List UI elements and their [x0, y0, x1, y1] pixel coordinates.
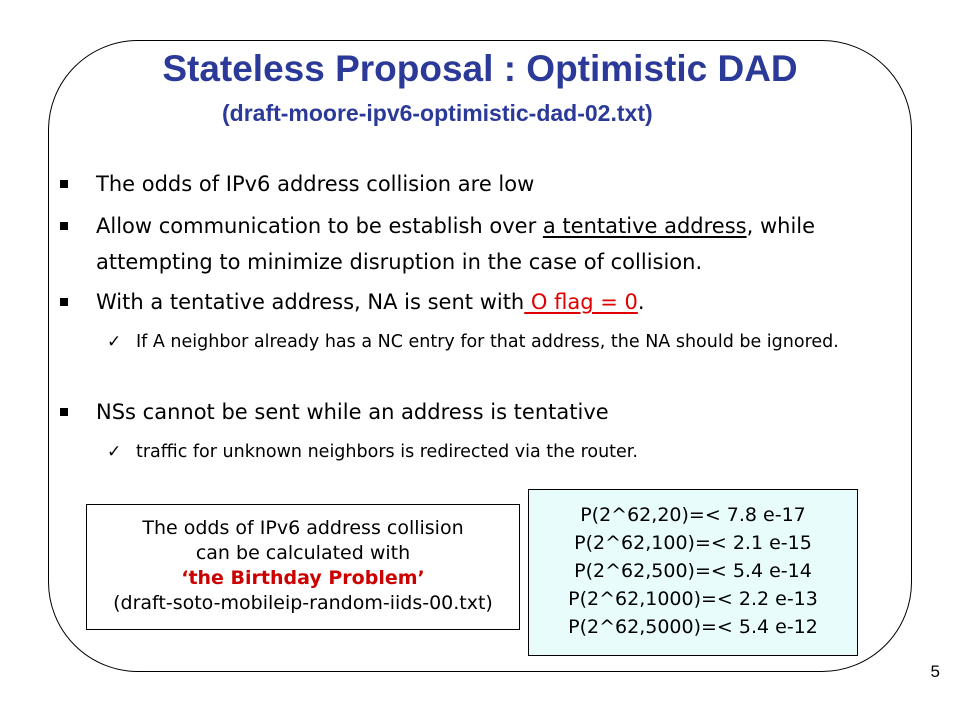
bullet-text-part: .	[637, 290, 645, 314]
sub-bullet-text: If A neighbor already has a NC entry for that address, the NA should be ignored.	[136, 332, 839, 352]
birthday-problem-label: ‘the Birthday Problem’	[181, 567, 425, 589]
slide-subtitle: (draft-moore-ipv6-optimistic-dad-02.txt)	[222, 100, 653, 126]
bullet-text: NSs cannot be sent while an address is tentative	[96, 400, 609, 424]
bullet-text-part: With a tentative address, NA is sent with	[96, 290, 525, 314]
note-line: The odds of IPv6 address collision	[142, 517, 464, 539]
slide-title: Stateless Proposal : Optimistic DAD	[162, 48, 798, 89]
tentative-address-underlined: a tentative address	[542, 214, 747, 238]
probability-line: P(2^62,500)=< 5.4 e-14	[574, 560, 812, 582]
note-line: can be calculated with	[195, 542, 411, 564]
probability-line: P(2^62,1000)=< 2.2 e-13	[568, 588, 818, 610]
bullet-text-part: , while attempting to minimize disruption in the case of collision.	[96, 214, 816, 274]
page-number: 5	[930, 662, 940, 681]
bullet-text	[96, 284, 910, 320]
probability-line: P(2^62,100)=< 2.1 e-15	[574, 532, 812, 554]
sub-bullet-text: traffic for unknown neighbors is redirected via the router.	[136, 442, 638, 462]
probability-line: P(2^62,5000)=< 5.4 e-12	[568, 616, 818, 638]
o-flag-highlight: O flag = 0	[524, 290, 638, 314]
note-line: (draft-soto-mobileip-random-iids-00.txt)	[113, 592, 493, 614]
square-bullet-icon	[60, 222, 68, 230]
probability-line: P(2^62,20)=< 7.8 e-17	[580, 504, 806, 526]
square-bullet-icon	[60, 180, 68, 188]
square-bullet-icon	[60, 298, 68, 306]
square-bullet-icon	[60, 408, 68, 416]
bullet-text-part: Allow communication to be establish over	[96, 214, 543, 238]
probability-box	[528, 489, 858, 656]
birthday-note-box	[86, 504, 520, 630]
checkmark-icon: ✓	[107, 442, 122, 462]
checkmark-icon: ✓	[107, 332, 122, 352]
bullet-text: The odds of IPv6 address collision are low	[96, 172, 535, 196]
bullet-text	[96, 208, 910, 280]
